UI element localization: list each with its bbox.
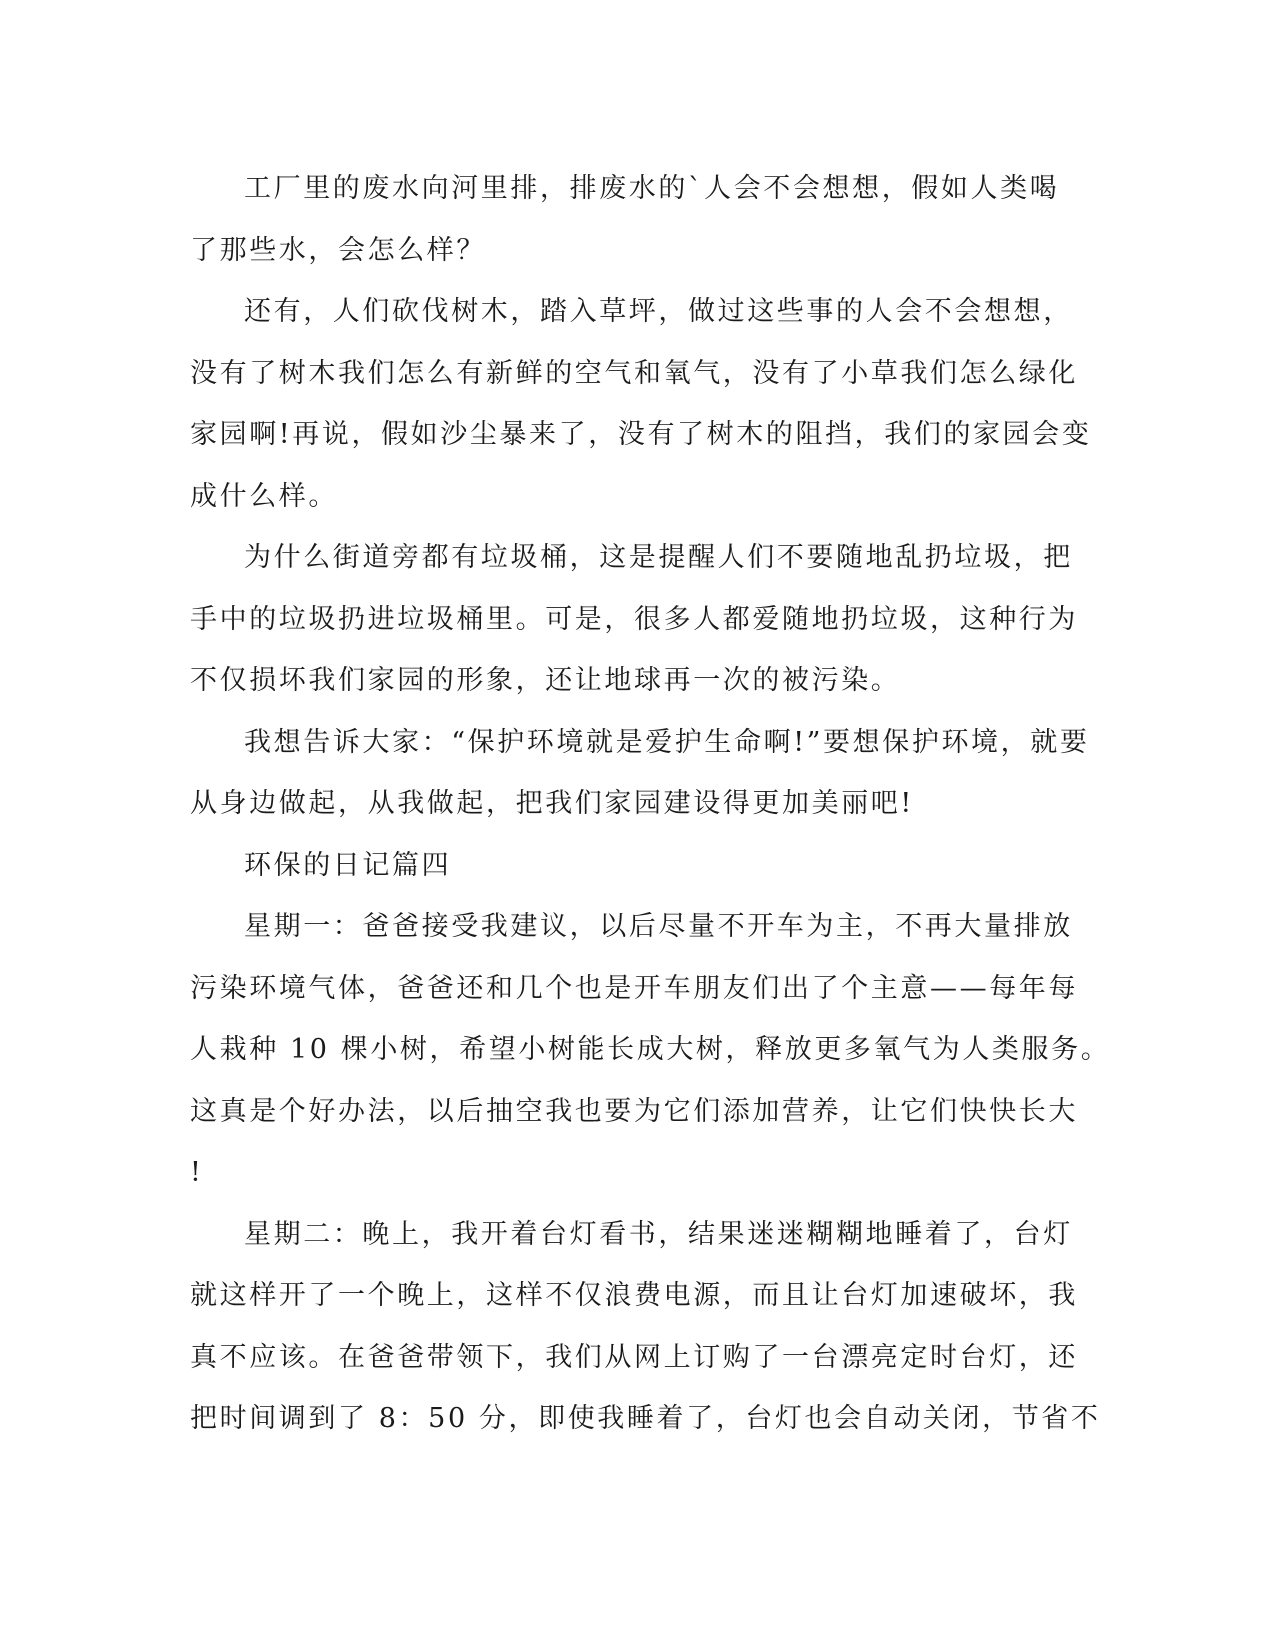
- text-line: 家园啊!再说，假如沙尘暴来了，没有了树木的阻挡，我们的家园会变: [190, 419, 1092, 450]
- section-heading-text: 环保的日记篇四: [244, 849, 452, 881]
- text-line: 手中的垃圾扔进垃圾桶里。可是，很多人都爱随地扔垃圾，这种行为: [190, 603, 1078, 635]
- text-line: 污染环境气体，爸爸还和几个也是开车朋友们出了个主意——每年每: [190, 972, 1078, 1004]
- text-line: 这真是个好办法，以后抽空我也要为它们添加营养，让它们快快长大: [190, 1095, 1078, 1127]
- text-line: 把时间调到了 8：50 分，即使我睡着了，台灯也会自动关闭，节省不: [190, 1403, 1101, 1434]
- section-heading: [190, 835, 1080, 897]
- text-line: 从身边做起，从我做起，把我们家园建设得更加美丽吧!: [190, 788, 914, 819]
- text-line: 成什么样。: [190, 480, 338, 512]
- paragraph-trash-cans: [190, 527, 1080, 712]
- text-line: 还有，人们砍伐树木，踏入草坪，做过这些事的人会不会想想，: [244, 296, 1073, 327]
- text-line: 为什么街道旁都有垃圾桶，这是提醒人们不要随地乱扔垃圾，把: [244, 542, 1073, 573]
- text-line: 人栽种 10 棵小树，希望小树能长成大树，释放更多氧气为人类服务。: [190, 1034, 1111, 1065]
- text-line: 了那些水，会怎么样？: [190, 234, 486, 266]
- text-line: 我想告诉大家：“保护环境就是爱护生命啊!”要想保护环境，就要: [244, 726, 1090, 758]
- paragraph-monday: [190, 896, 1111, 1204]
- paragraph-protect-environment: [190, 712, 1090, 835]
- paragraph-tuesday: [190, 1204, 1101, 1450]
- text-line: 星期一：爸爸接受我建议，以后尽量不开车为主，不再大量排放: [244, 911, 1073, 942]
- document-body: [190, 158, 1111, 1450]
- text-line: 真不应该。在爸爸带领下，我们从网上订购了一台漂亮定时台灯，还: [190, 1341, 1078, 1373]
- text-line: 就这样开了一个晚上，这样不仅浪费电源，而且让台灯加速破坏，我: [190, 1280, 1078, 1311]
- text-line: 不仅损坏我们家园的形象，还让地球再一次的被污染。: [190, 665, 901, 696]
- text-line: 工厂里的废水向河里排，排废水的`人会不会想想，假如人类喝: [244, 173, 1060, 204]
- paragraph-factory-wastewater: [190, 158, 1080, 281]
- text-line: !: [190, 1157, 204, 1188]
- text-line: 没有了树木我们怎么有新鲜的空气和氧气，没有了小草我们怎么绿化: [190, 357, 1078, 389]
- text-line: 星期二：晚上，我开着台灯看书，结果迷迷糊糊地睡着了，台灯: [244, 1218, 1073, 1250]
- paragraph-cutting-trees: [190, 281, 1092, 527]
